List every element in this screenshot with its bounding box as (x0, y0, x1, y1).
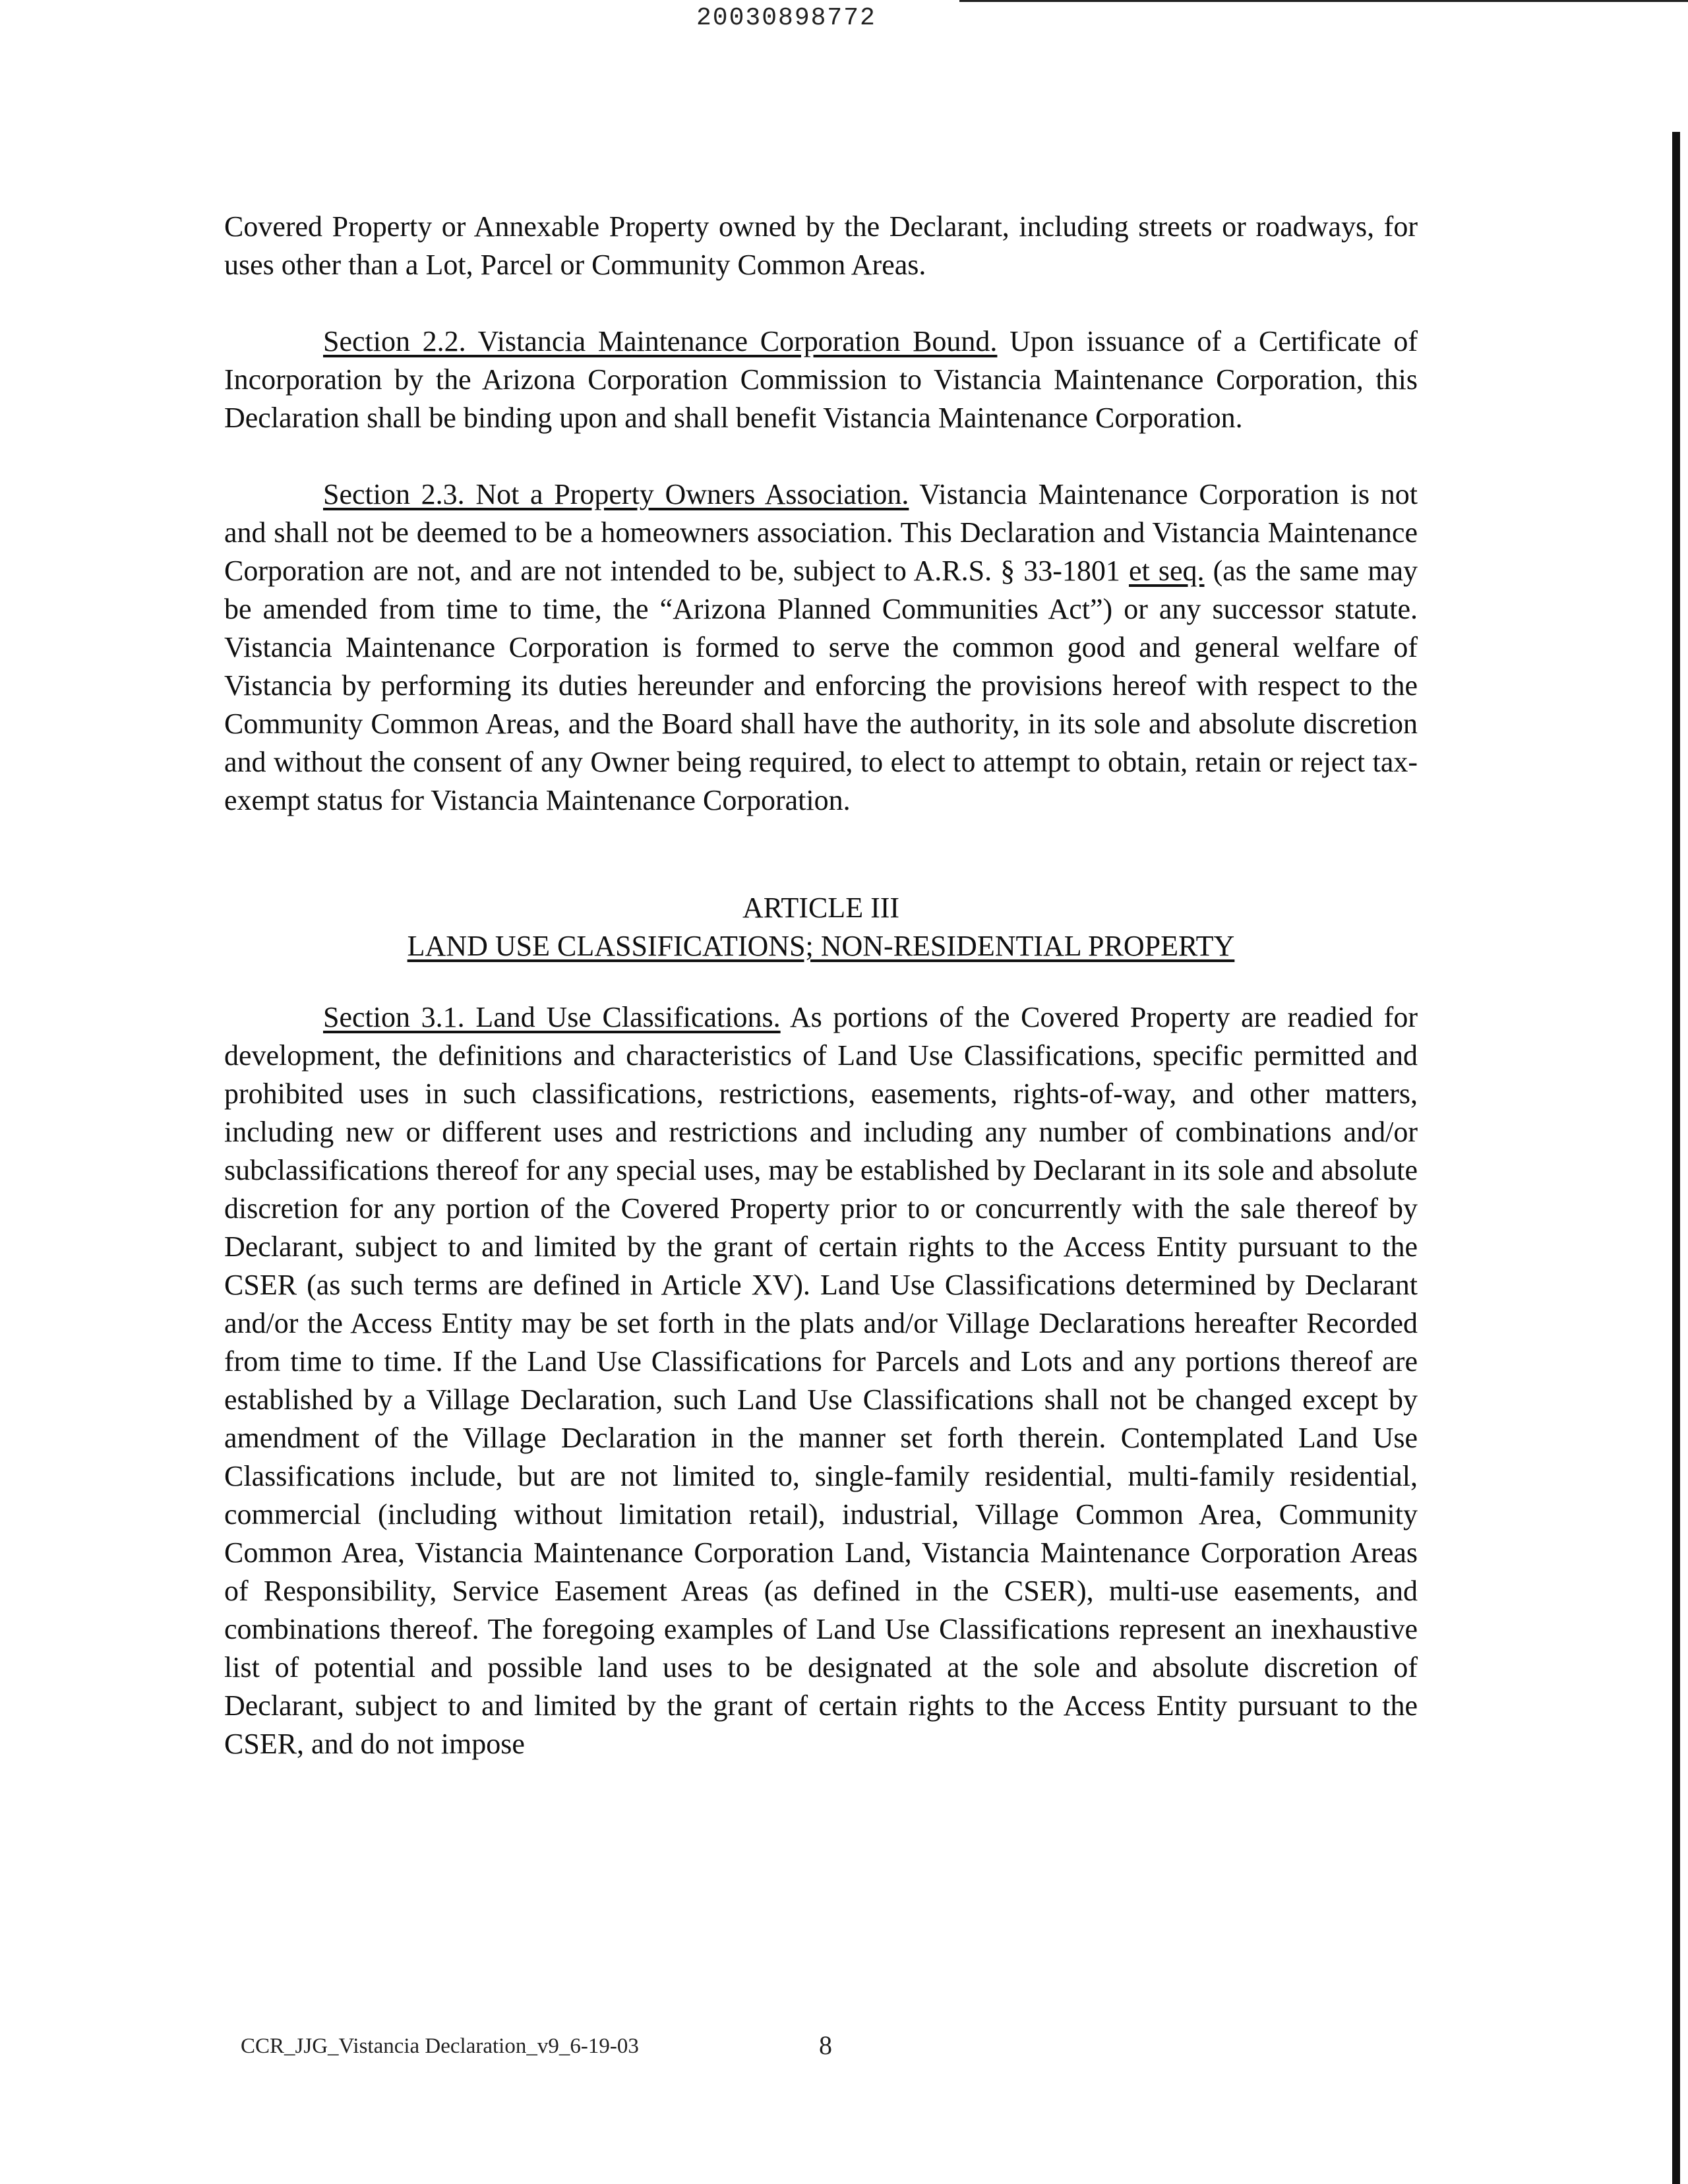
document-body (224, 208, 1418, 1763)
section-2-2 (224, 322, 1418, 437)
article-number: ARTICLE III (742, 892, 900, 924)
article-heading (224, 889, 1418, 965)
section-2-2-text: Upon issuance of a Certificate of Incorporation by the Arizona Corporation Commission to Vistancia Maintenance Corporation, this Declaration shall be binding upon and shall benefit Vistancia Maintenance Corporation. (224, 325, 1418, 434)
section-2-3-heading: Section 2.3. Not a Property Owners Association. (323, 478, 909, 510)
page-number: 8 (819, 2030, 832, 2060)
et-seq: et seq. (1129, 555, 1205, 587)
section-3-1-text: As portions of the Covered Property are readied for development, the definitions and characteristics of Land Use Classifications, specific permitted and prohibited uses in such classifications, restrictions, easements, rights-of-way, and other matters, including new or different uses and restrictions and including any number of combinations and/or subclassifications thereof for any special uses, may be established by Declarant in its sole and absolute discretion for any portion of the Covered Property prior to or concurrently with the sale thereof by Declarant, subject to and limited by the grant of certain rights to the Access Entity pursuant to the CSER (as such terms are defined in Article XV). Land Use Classifications determined by Declarant and/or the Access Entity may be set forth in the plats and/or Village Declarations hereafter Recorded from time to time. If the Land Use Classifications for Parcels and Lots and any portions thereof are established by a Village Declaration, such Land Use Classifications shall not be changed except by amendment of the Village Declaration in the manner set forth therein. Contemplated Land Use Classifications include, but are not limited to, single-family residential, multi-family residential, commercial (including without limitation retail), industrial, Village Common Area, Community Common Area, Vistancia Maintenance Corporation Land, Vistancia Maintenance Corporation Areas of Responsibility, Service Easement Areas (as defined in the CSER), multi-use easements, and combinations thereof. The foregoing examples of Land Use Classifications represent an inexhaustive list of potential and possible land uses to be designated at the sole and absolute discretion of Declarant, subject to and limited by the grant of certain rights to the Access Entity pursuant to the CSER, and do not impose (224, 1001, 1418, 1760)
section-2-3 (224, 475, 1418, 820)
section-2-3-text-b: (as the same may be amended from time to time, the “Arizona Planned Communities Act”) or any successor statute. Vistancia Maintenance Corporation is formed to serve the common good and general welfare of Vistancia by performing its duties hereunder and enforcing the provisions hereof with respect to the Community Common Areas, and the Board shall have the authority, in its sole and absolute discretion and without the consent of any Owner being required, to elect to attempt to obtain, retain or reject tax-exempt status for Vistancia Maintenance Corporation. (224, 555, 1418, 816)
section-2-2-heading: Section 2.2. Vistancia Maintenance Corporation Bound. (323, 325, 998, 357)
article-title: LAND USE CLASSIFICATIONS; NON-RESIDENTIAL PROPERTY (407, 930, 1235, 962)
footer-file-name: CCR_JJG_Vistancia Declaration_v9_6-19-03 (241, 2034, 639, 2058)
section-2-3-text-a: Vistancia Maintenance Corporation is not and shall not be deemed to be a homeowners association. This Declaration and Vistancia Maintenance Corporation are not, and are not intended to be, subject to A.R.S. § 33-1801 (224, 478, 1418, 587)
section-3-1 (224, 998, 1418, 1763)
scan-edge-bar (1672, 132, 1680, 2184)
document-number: 20030898772 (696, 4, 876, 32)
continued-paragraph: Covered Property or Annexable Property owned by the Declarant, including streets or roadways, for uses other than a Lot, Parcel or Community Common Areas. (224, 210, 1418, 281)
top-border-line (959, 0, 1688, 2)
section-3-1-heading: Section 3.1. Land Use Classifications. (323, 1001, 781, 1033)
